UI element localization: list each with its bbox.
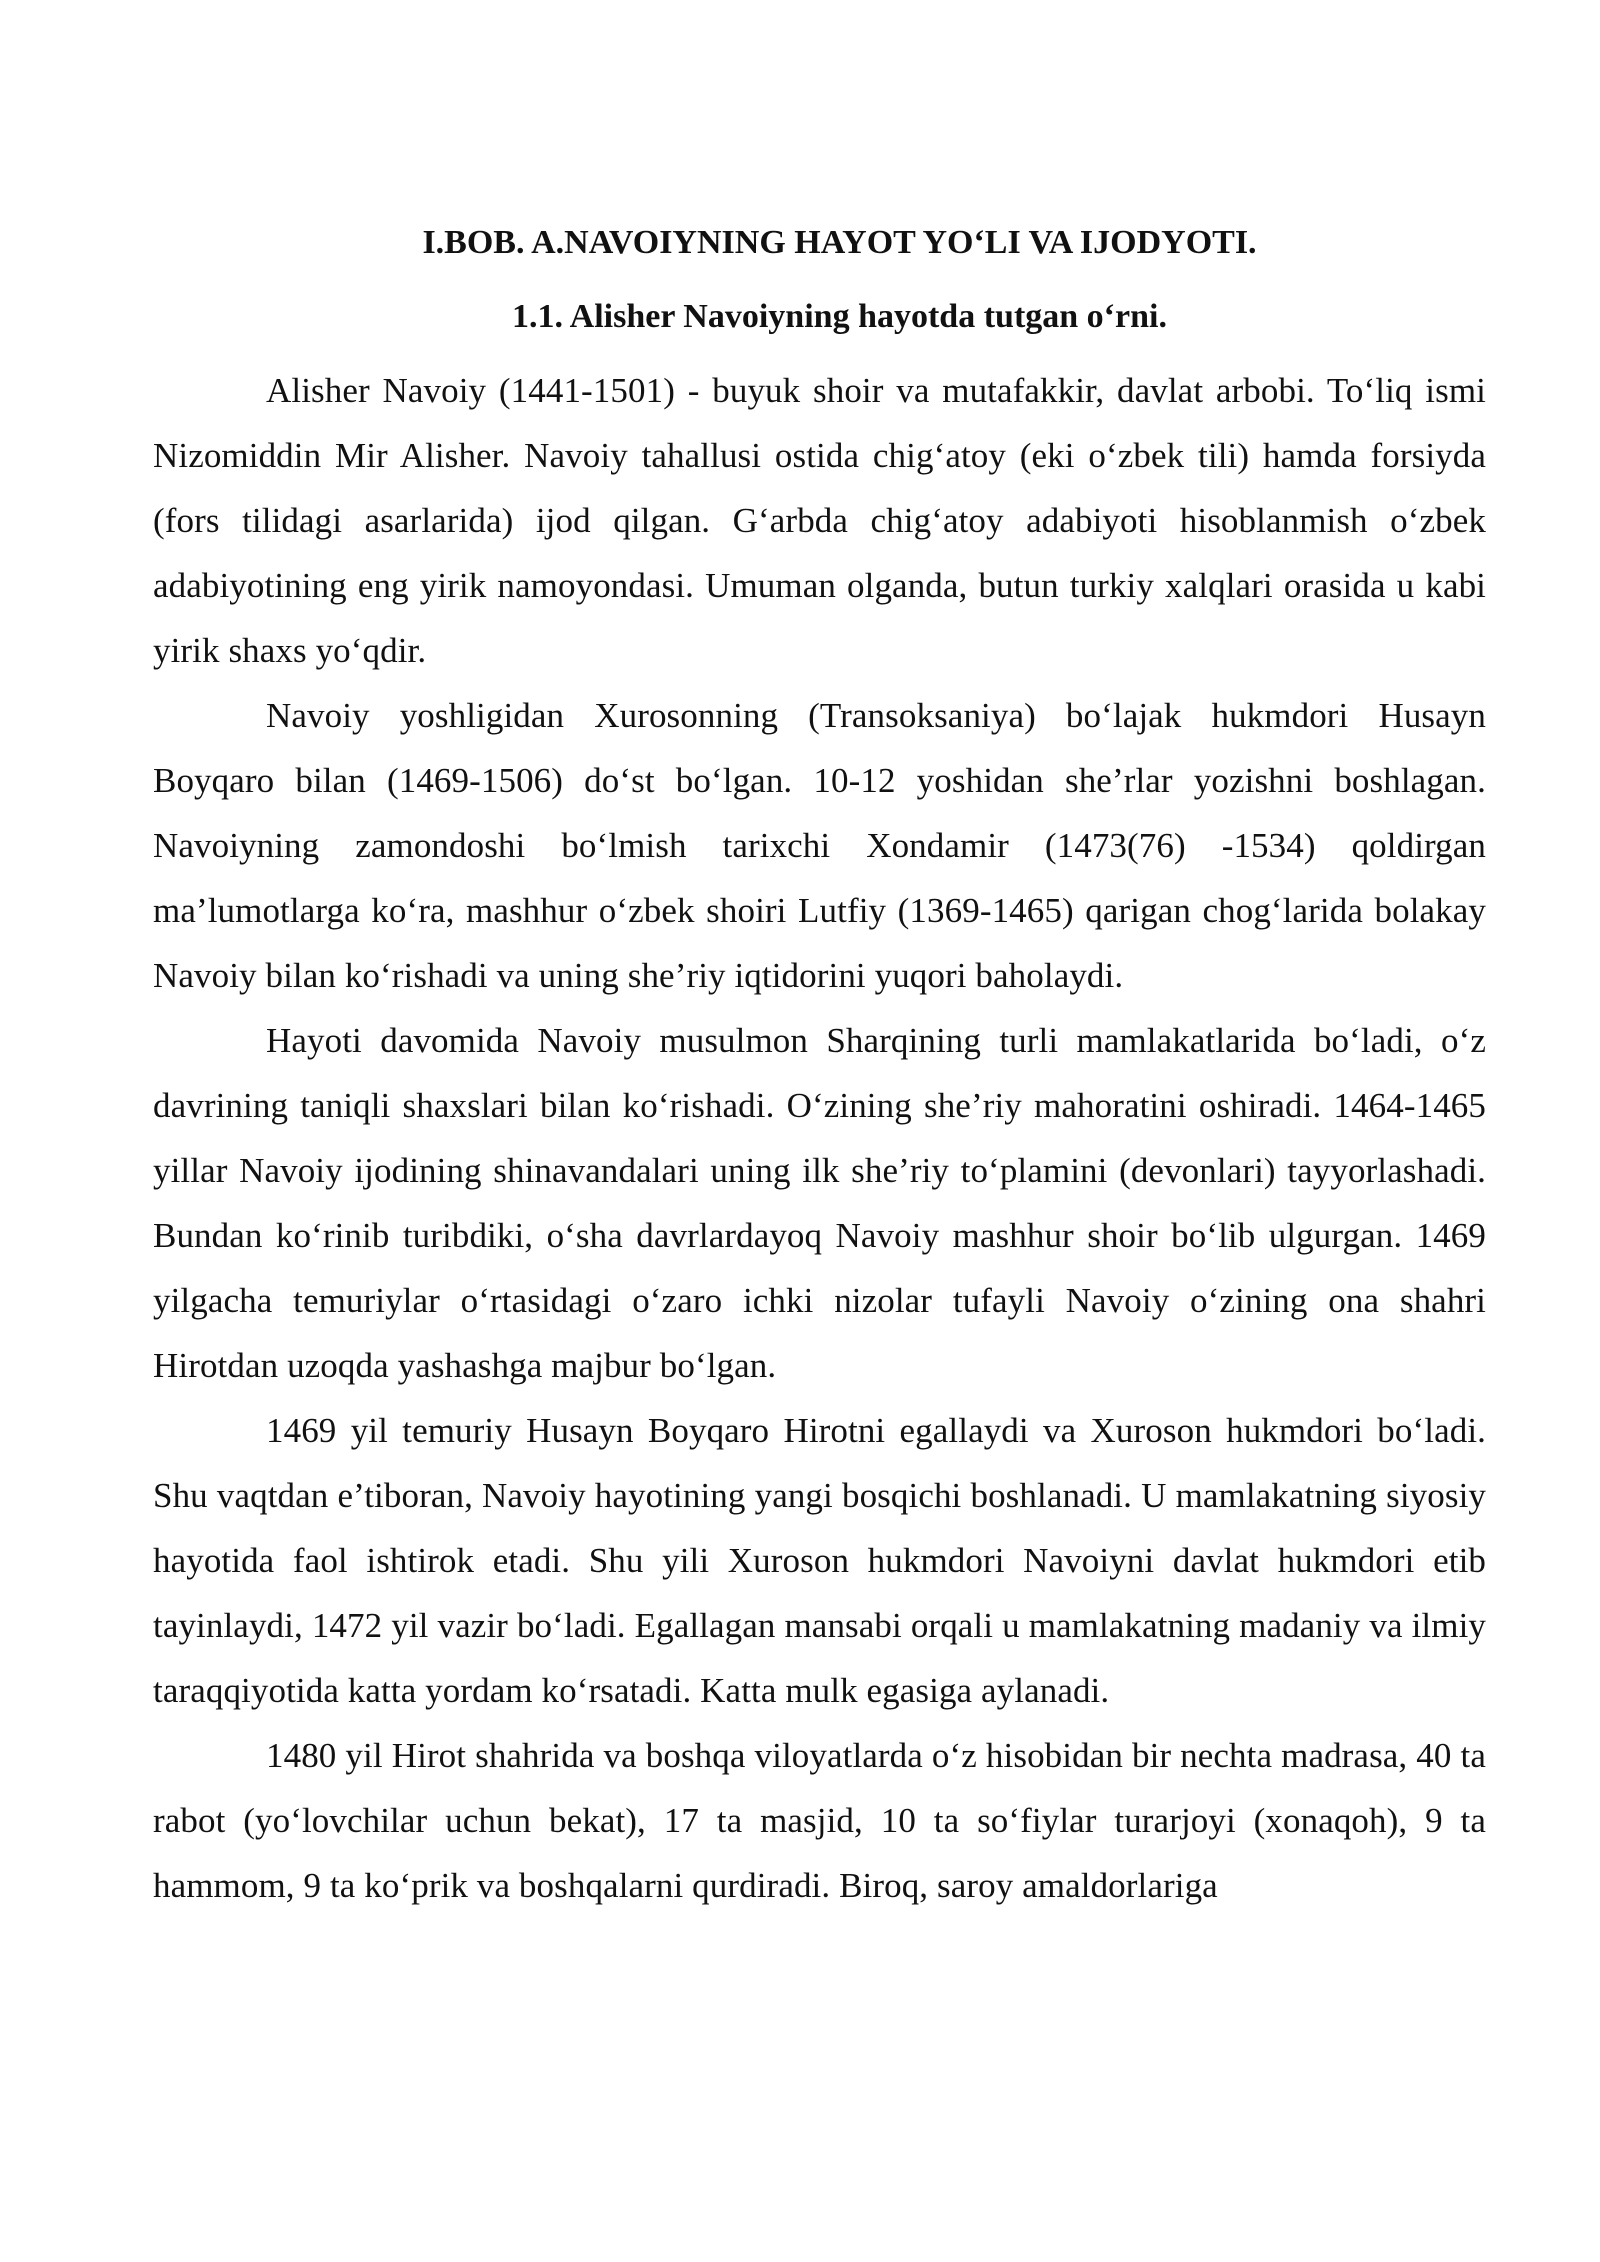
- chapter-title: I.BOB. A.NAVOIYNING HAYOT YO‘LI VA IJODYOTI.: [422, 224, 1257, 261]
- paragraph: 1469 yil temuriy Husayn Boyqaro Hirotni egallaydi va Xuroson hukmdori bo‘ladi. Shu vaqtdan e’tiboran, Navoiy hayotining yangi bosqichi boshlanadi. U mamlakatning siyosiy hayotida faol ishtirok etadi. Shu yili Xuroson hukmdori Navoiyni davlat hukmdori etib tayinlaydi, 1472 yil vazir bo‘ladi. Egallagan mansabi orqali u mamlakatning madaniy va ilmiy taraqqiyotida katta yordam ko‘rsatadi. Katta mulk egasiga aylanadi.: [153, 1411, 1486, 1710]
- document-page: [153, 220, 1486, 1918]
- paragraph: Navoiy yoshligidan Xurosonning (Transoksaniya) bo‘lajak hukmdori Husayn Boyqaro bilan (1469-1506) do‘st bo‘lgan. 10-12 yoshidan she’rlar yozishni boshlagan. Navoiyning zamondoshi bo‘lmish tarixchi Xondamir (1473(76) -1534) qoldirgan ma’lumotlarga ko‘ra, mashhur o‘zbek shoiri Lutfiy (1369-1465) qarigan chog‘larida bolakay Navoiy bilan ko‘rishadi va uning she’riy iqtidorini yuqori baholaydi.: [153, 696, 1486, 995]
- paragraph: Alisher Navoiy (1441-1501) - buyuk shoir va mutafakkir, davlat arbobi. To‘liq ismi Nizomiddin Mir Alisher. Navoiy tahallusi ostida chig‘atoy (eki o‘zbek tili) hamda forsiyda (fors tilidagi asarlarida) ijod qilgan. G‘arbda chig‘atoy adabiyoti hisoblanmish o‘zbek adabiyotining eng yirik namoyondasi. Umuman olganda, butun turkiy xalqlari orasida u kabi yirik shaxs yo‘qdir.: [153, 371, 1486, 670]
- section-title: 1.1. Alisher Navoiyning hayotda tutgan o‘rni.: [512, 298, 1167, 335]
- paragraph: Hayoti davomida Navoiy musulmon Sharqining turli mamlakatlarida bo‘ladi, o‘z davrining taniqli shaxslari bilan ko‘rishadi. O‘zining she’riy mahoratini oshiradi. 1464-1465 yillar Navoiy ijodining shinavandalari uning ilk she’riy to‘plamini (devonlari) tayyorlashadi. Bundan ko‘rinib turibdiki, o‘sha davrlardayoq Navoiy mashhur shoir bo‘lib ulgurgan. 1469 yilgacha temuriylar o‘rtasidagi o‘zaro ichki nizolar tufayli Navoiy o‘zining ona shahri Hirotdan uzoqda yashashga majbur bo‘lgan.: [153, 1021, 1486, 1385]
- paragraph: 1480 yil Hirot shahrida va boshqa viloyatlarda o‘z hisobidan bir nechta madrasa, 40 ta rabot (yo‘lovchilar uchun bekat), 17 ta masjid, 10 ta so‘fiylar turarjoyi (xonaqoh), 9 ta hammom, 9 ta ko‘prik va boshqalarni qurdiradi. Biroq, saroy amaldorlariga: [153, 1736, 1486, 1905]
